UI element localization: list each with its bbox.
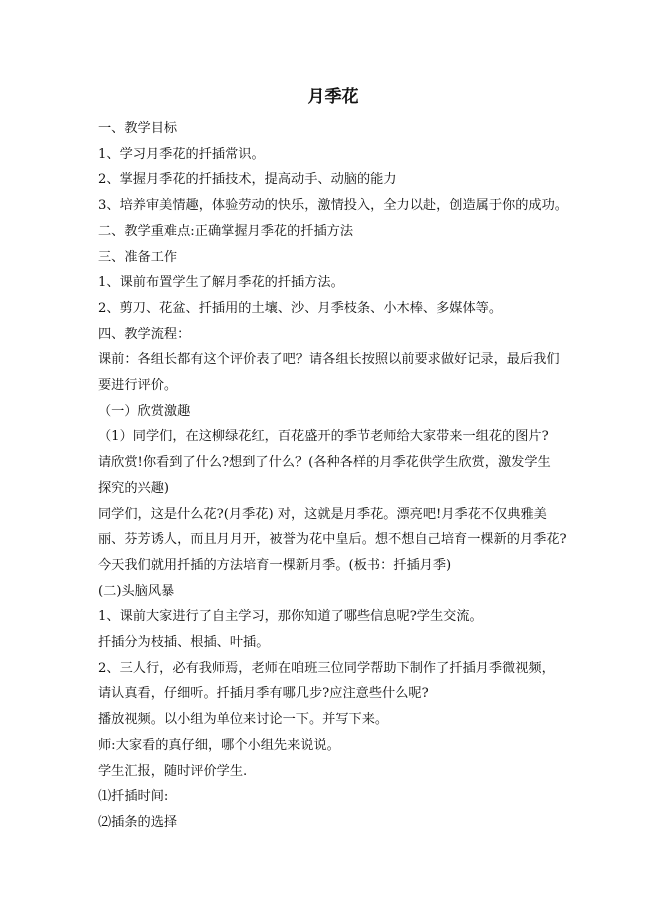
document-body	[98, 116, 568, 836]
paragraph-line: 探究的兴趣)	[98, 480, 170, 496]
document-title: 月季花	[307, 87, 359, 107]
objective-item-1: 1、学习月季花的扦插常识。	[98, 146, 265, 162]
paragraph-line: 学生汇报，随时评价学生.	[98, 763, 248, 779]
paragraph-line: 播放视频。以小组为单位来讨论一下。并写下来。	[98, 712, 389, 728]
paragraph-line: 1、课前大家进行了自主学习，那你知道了哪些信息呢?学生交流。	[98, 609, 483, 625]
list-item-cutting-time: ⑴扦插时间:	[98, 789, 169, 805]
section-heading-preparation: 三、准备工作	[98, 249, 178, 265]
paragraph-line: 扦插分为枝插、根插、叶插。	[98, 635, 270, 651]
paragraph-line: 师:大家看的真仔细，哪个小组先来说说。	[98, 737, 340, 753]
section-heading-process: 四、教学流程：	[98, 326, 191, 342]
objective-item-2: 2、掌握月季花的扦插技术，提高动手、动脑的能力	[98, 172, 397, 188]
preparation-item-1: 1、课前布置学生了解月季花的扦插方法。	[98, 275, 344, 291]
list-item-cutting-selection: ⑵插条的选择	[98, 814, 178, 830]
objective-item-3: 3、培养审美情趣，体验劳动的快乐，激情投入，全力以赴，创造属于你的成功。	[98, 198, 568, 214]
paragraph-line: 2、三人行，必有我师焉，老师在咱班三位同学帮助下制作了扦插月季微视频，	[98, 660, 555, 676]
paragraph-line: （1）同学们，在这柳绿花红，百花盛开的季节老师给大家带来一组花的图片?	[98, 429, 549, 445]
preparation-item-2: 2、剪刀、花盆、扦插用的土壤、沙、月季枝条、小木棒、多媒体等。	[98, 300, 503, 316]
paragraph-line: 课前：各组长都有这个评价表了吧？请各组长按照以前要求做好记录，最后我们	[98, 352, 560, 368]
subsection-heading-appreciation: （一）欣赏激趣	[98, 403, 191, 419]
document-page	[98, 86, 568, 836]
paragraph-line: 丽、芬芳诱人，而且月月开，被誉为花中皇后。想不想自己培育一棵新的月季花?	[98, 532, 567, 548]
paragraph-line: 今天我们就用扦插的方法培育一棵新月季。(板书：扦插月季)	[98, 557, 452, 573]
section-heading-key-points: 二、教学重难点:正确掌握月季花的扦插方法	[98, 223, 354, 239]
subsection-heading-brainstorm: (二)头脑风暴	[98, 583, 175, 599]
paragraph-line: 要进行评价。	[98, 378, 178, 394]
section-heading-objectives: 一、教学目标	[98, 121, 178, 136]
paragraph-line: 同学们，这是什么花?(月季花) 对，这就是月季花。漂亮吧!月季花不仅典雅美	[98, 506, 547, 522]
paragraph-line: 请欣赏!你看到了什么?想到了什么？(各种各样的月季花供学生欣赏，激发学生	[98, 455, 551, 471]
paragraph-line: 请认真看，仔细听。扦插月季有哪几步?应注意些什么呢?	[98, 686, 429, 702]
